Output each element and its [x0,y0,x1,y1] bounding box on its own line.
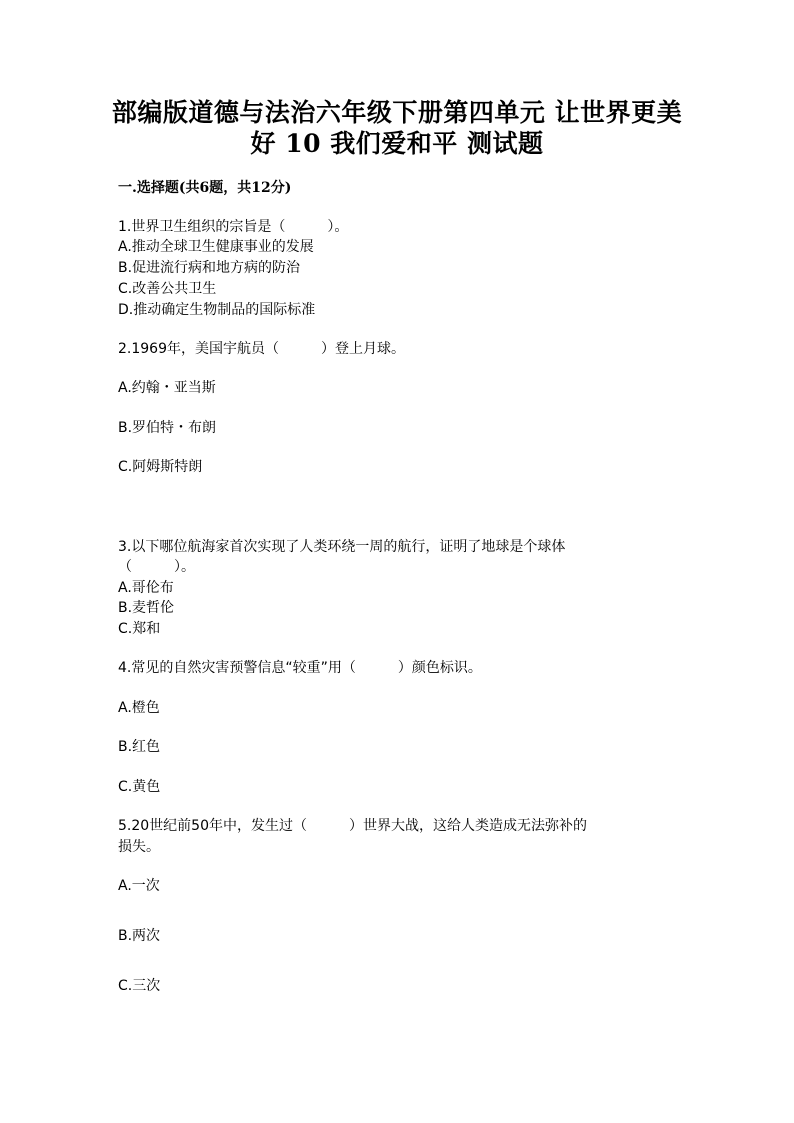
option-a: A.橙色 [118,700,160,716]
option-b: B.红色 [118,739,161,755]
document-title-line-1: 部编版道德与法治六年级下册第四单元 让世界更美 [111,98,683,127]
option-d: D.推动确定生物制品的国际标准 [118,302,316,318]
question-stem: 5.20世纪前50年中，发生过（ ）世界大战，这给人类造成无法弥补的 [118,818,587,834]
option-a: A.哥伦布 [118,580,174,596]
question-stem: 1.世界卫生组织的宗旨是（ ）。 [118,219,349,235]
option-b: B.罗伯特・布朗 [118,420,217,436]
question-stem: 3.以下哪位航海家首次实现了人类环绕一周的航行，证明了地球是个球体 [118,539,566,555]
question-stem: 2.1969年，美国宇航员（ ）登上月球。 [118,341,405,357]
option-b: B.促进流行病和地方病的防治 [118,260,301,276]
option-a: A.一次 [118,878,160,894]
option-c: C.阿姆斯特朗 [118,459,203,475]
option-c: C.三次 [118,978,161,994]
option-b: B.两次 [118,928,161,944]
question-stem-continued: （ ）。 [118,559,195,575]
option-a: A.推动全球卫生健康事业的发展 [118,239,314,255]
question-stem-continued: 损失。 [118,839,160,855]
option-c: C.改善公共卫生 [118,281,217,297]
option-c: C.黄色 [118,779,161,795]
section-heading: 一.选择题(共6题，共12分) [118,180,292,196]
option-c: C.郑和 [118,621,161,637]
question-stem: 4.常见的自然灾害预警信息“较重”用（ ）颜色标识。 [118,660,482,676]
option-a: A.约翰・亚当斯 [118,380,216,396]
document-title-line-2: 好 10 我们爱和平 测试题 [250,129,544,158]
option-b: B.麦哲伦 [118,600,175,616]
